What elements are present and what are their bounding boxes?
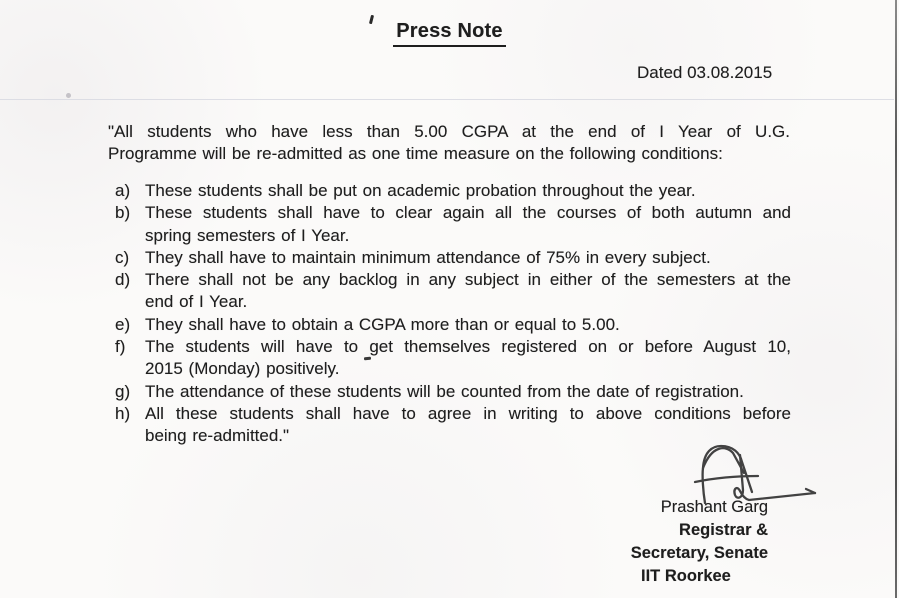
scan-artifact-speck	[66, 93, 71, 98]
condition-label: e)	[115, 314, 131, 334]
document-title: Press Note	[393, 20, 506, 47]
intro-line-2: Programme will be re-admitted as one time measure on the following conditions:	[108, 144, 723, 164]
condition-label: b)	[115, 203, 131, 223]
condition-label: f)	[115, 337, 126, 357]
condition-text-line: end of I Year.	[145, 292, 248, 312]
condition-label: c)	[115, 247, 130, 267]
condition-label: a)	[115, 181, 131, 200]
conditions-list	[115, 180, 791, 448]
condition-item-d	[115, 269, 791, 314]
condition-text-line: They shall have to maintain minimum attendance of 75% in every subject.	[145, 247, 711, 267]
scan-artifact-right-edge	[895, 0, 897, 598]
signatory-name: Prashant Garg	[660, 498, 768, 516]
condition-item-a	[115, 180, 791, 202]
signature-block	[600, 496, 768, 588]
condition-text-line: They shall have to obtain a CGPA more than or equal to 5.00.	[145, 314, 620, 334]
condition-text-line: spring semesters of I Year.	[145, 225, 350, 245]
condition-label: d)	[115, 270, 131, 290]
signatory-role-line-2: Secretary, Senate	[630, 544, 768, 562]
condition-item-c	[115, 247, 791, 269]
title-row	[0, 20, 899, 47]
condition-text-line: These students shall have to clear again all the courses of both autumn and	[145, 203, 791, 223]
scan-artifact-horizontal-line	[0, 99, 894, 100]
condition-text-line: The attendance of these students will be counted from the date of registration.	[145, 381, 744, 401]
condition-item-g	[115, 381, 791, 403]
condition-text-line: These students shall be put on academic probation throughout the year.	[145, 181, 696, 200]
condition-text-line: 2015 (Monday) positively.	[145, 359, 340, 379]
signatory-role-line-1: Registrar &	[679, 521, 768, 539]
date-line: Dated 03.08.2015	[637, 63, 773, 82]
condition-item-f	[115, 336, 791, 381]
intro-paragraph	[108, 121, 790, 166]
condition-text-line: All these students shall have to agree in writing to above conditions before	[145, 403, 791, 423]
condition-text-line: being re-admitted."	[145, 426, 290, 446]
condition-item-h	[115, 403, 791, 448]
signatory-role-line-3: IIT Roorkee	[641, 567, 731, 585]
intro-line-1: "All students who have less than 5.00 CGPA at the end of I Year of U.G.	[108, 122, 790, 141]
condition-item-b	[115, 202, 791, 247]
condition-label: g)	[115, 381, 131, 401]
condition-text-line: There shall not be any backlog in any subject in either of the semesters at the	[145, 270, 791, 290]
condition-text-line: The students will have to get themselves registered on or before August 10,	[145, 337, 791, 357]
condition-item-e	[115, 314, 791, 336]
condition-label: h)	[115, 403, 131, 423]
